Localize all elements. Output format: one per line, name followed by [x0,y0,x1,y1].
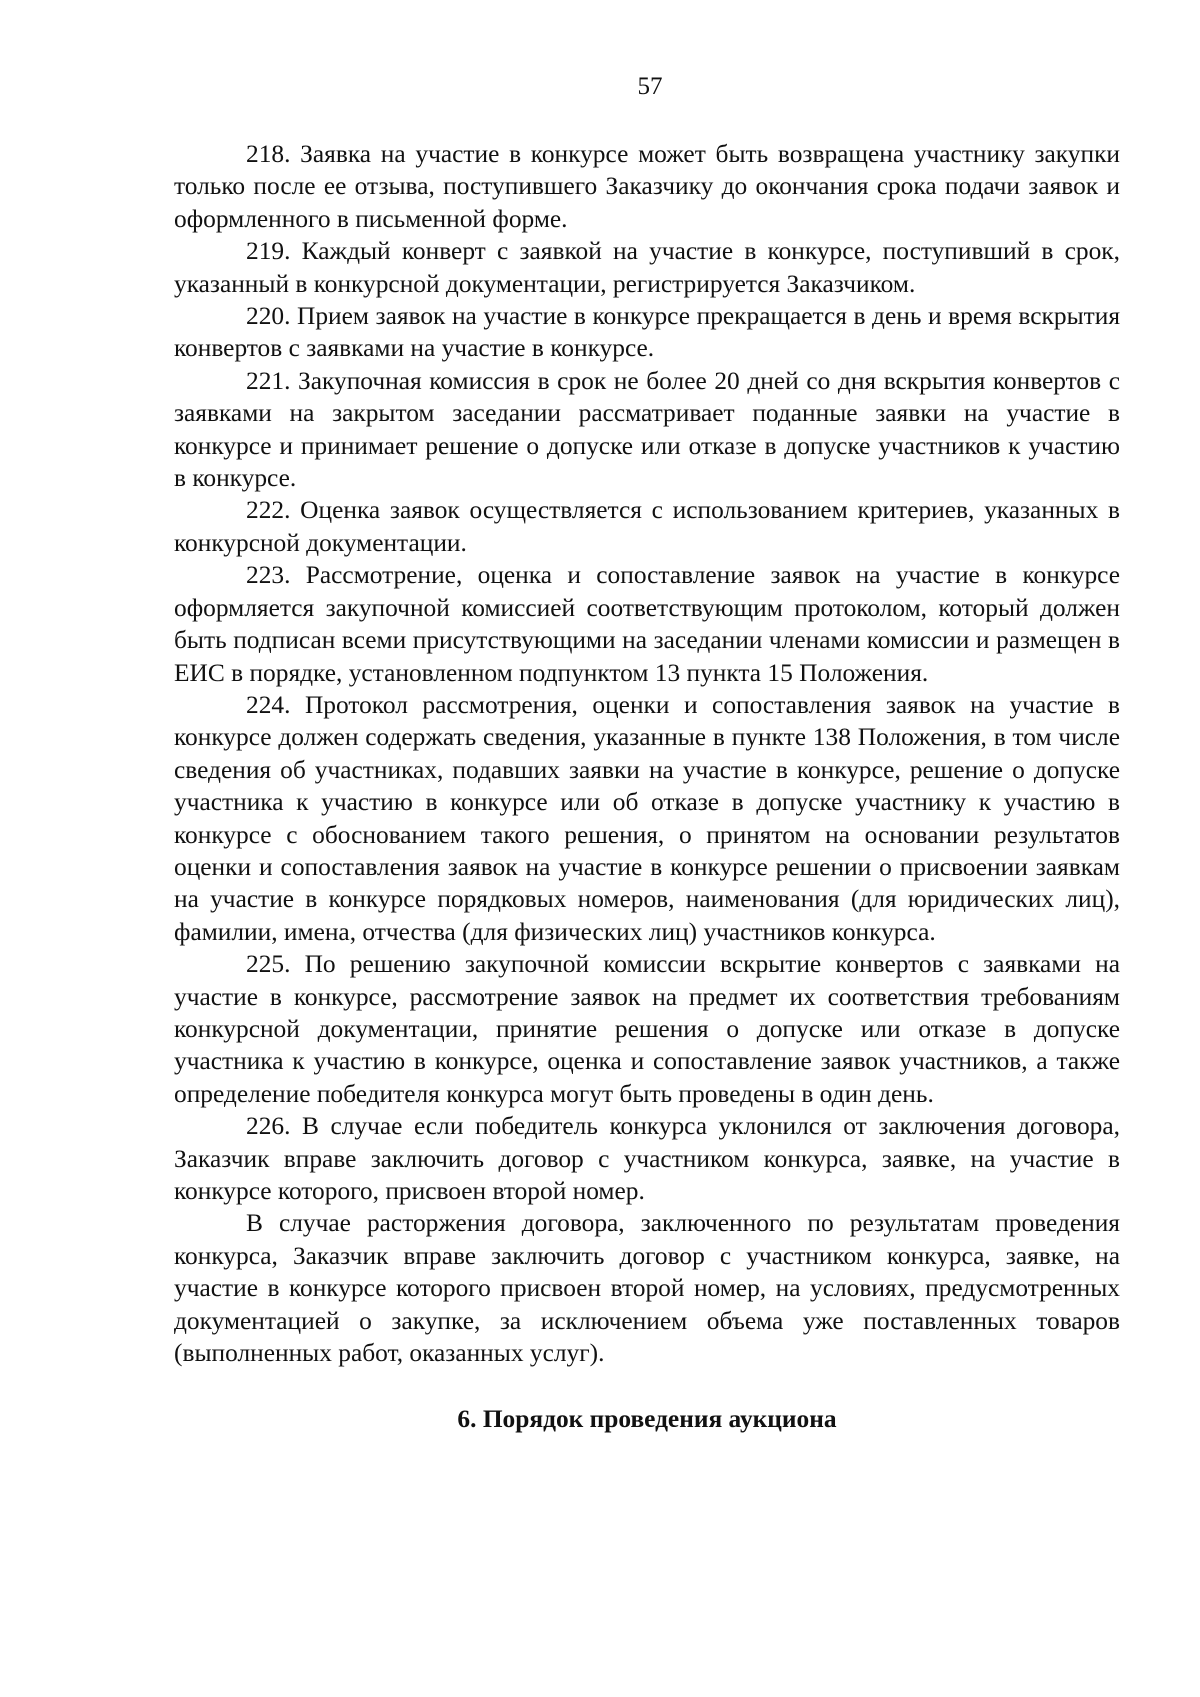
page-number: 57 [637,73,663,100]
paragraph-226-continued: В случае расторжения договора, заключенного по результатам проведения конкурса, Заказчик вправе заключить договор с участником конкурса, заявке, на участие в конкурсе которого присвоен второй номер, на условиях, предусмотренных документацией о закупке, за исключением объема уже поставленных товаров (выполненных работ, оказанных услуг). [174,1209,1120,1368]
paragraph-222: 222. Оценка заявок осуществляется с использованием критериев, указанных в конкурсной документации. [174,496,1120,557]
paragraph-219: 219. Каждый конверт с заявкой на участие в конкурсе, поступивший в срок, указанный в конкурсной документации, регистрируется Заказчиком. [174,237,1120,298]
section-heading: 6. Порядок проведения аукциона [457,1405,837,1434]
document-body [174,138,1120,1435]
paragraph-221: 221. Закупочная комиссия в срок не более 20 дней со дня вскрытия конвертов с заявками на закрытом заседании рассматривает поданные заявки на участие в конкурсе и принимает решение о допуске или отказе в допуске участников к участию в конкурсе. [174,366,1120,493]
paragraph-218: 218. Заявка на участие в конкурсе может быть возвращена участнику закупки только после ее отзыва, поступившего Заказчику до окончания срока подачи заявок и оформленного в письменной форме. [174,140,1120,233]
paragraph-226: 226. В случае если победитель конкурса уклонился от заключения договора, Заказчик вправе заключить договор с участником конкурса, заявке, на участие в конкурсе которого, присвоен второй номер. [174,1112,1120,1205]
paragraph-225: 225. По решению закупочной комиссии вскрытие конвертов с заявками на участие в конкурсе, рассмотрение заявок на предмет их соответствия требованиям конкурсной документации, принятие решения о допуске или отказе в допуске участника к участию в конкурсе, оценка и сопоставление заявок участников, а также определение победителя конкурса могут быть проведены в один день. [174,950,1120,1108]
paragraph-220: 220. Прием заявок на участие в конкурсе прекращается в день и время вскрытия конвертов с заявками на участие в конкурсе. [174,302,1120,363]
paragraph-224: 224. Протокол рассмотрения, оценки и сопоставления заявок на участие в конкурсе должен содержать сведения, указанные в пункте 138 Положения, в том числе сведения об участниках, подавших заявки на участие в конкурсе, решение о допуске участника к участию в конкурсе или об отказе в допуске участнику к участию в конкурсе с обоснованием такого решения, о принятом на основании результатов оценки и сопоставления заявок на участие в конкурсе решении о присвоении заявкам на участие в конкурсе порядковых номеров, наименования (для юридических лиц), фамилии, имена, отчества (для физических лиц) участников конкурса. [174,690,1120,946]
paragraph-223: 223. Рассмотрение, оценка и сопоставление заявок на участие в конкурсе оформляется закупочной комиссией соответствующим протоколом, который должен быть подписан всеми присутствующими на заседании членами комиссии и размещен в ЕИС в порядке, установленном подпунктом 13 пункта 15 Положения. [174,561,1120,687]
